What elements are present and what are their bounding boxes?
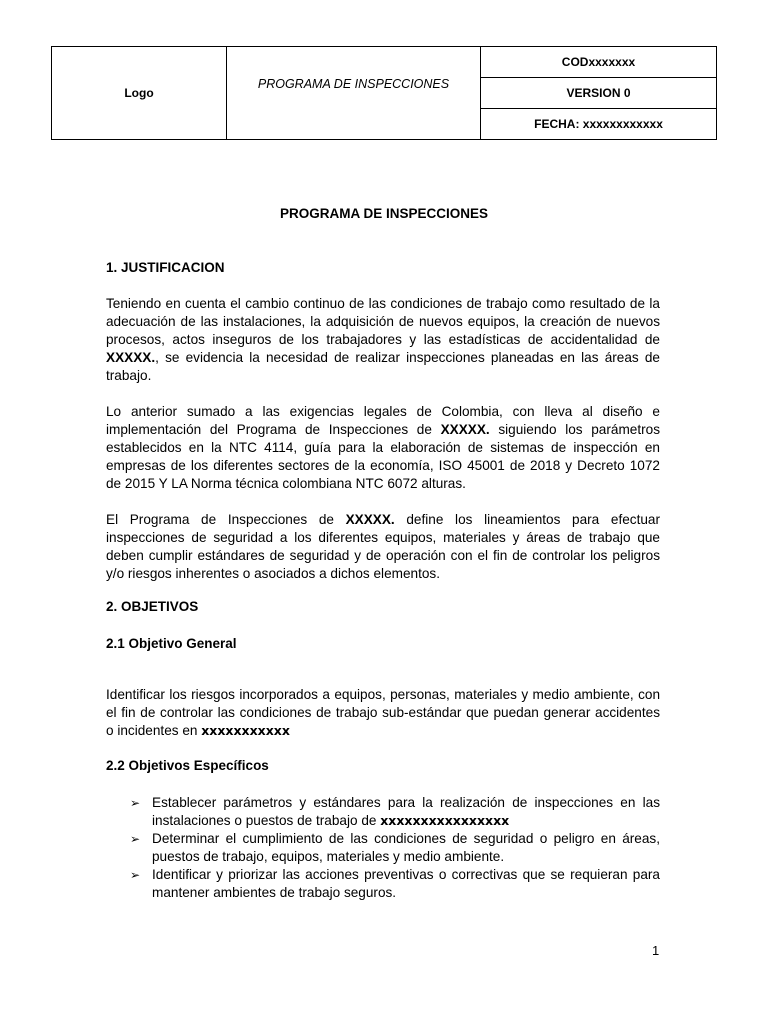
logo-cell: Logo (52, 47, 227, 140)
general-objective-heading: 2.1 Objetivo General (106, 636, 237, 651)
arrow-bullet-icon: ➢ (130, 796, 141, 810)
paragraph-text: Lo anterior sumado a las exigencias legales de Colombia, con lleva al diseño e implementación del Programa de Inspecciones de (106, 404, 660, 437)
paragraph-text: El Programa de Inspecciones de (106, 512, 346, 527)
list-item (130, 830, 660, 866)
justification-paragraph-3 (106, 511, 660, 583)
program-name-cell: PROGRAMA DE INSPECCIONES (227, 47, 481, 140)
page-number: 1 (652, 943, 660, 958)
list-item (130, 866, 660, 902)
list-item-text: Establecer parámetros y estándares para la realización de inspecciones en las instalaciones o puestos de trabajo de (152, 795, 660, 828)
version-cell: VERSION 0 (481, 78, 717, 109)
general-objective-paragraph (106, 686, 660, 740)
arrow-bullet-icon: ➢ (130, 868, 141, 882)
section-1-heading: 1. JUSTIFICACION (106, 260, 225, 275)
paragraph-text: , se evidencia la necesidad de realizar inspecciones planeadas en las áreas de trabajo. (106, 350, 660, 383)
date-cell: FECHA: xxxxxxxxxxxx (481, 109, 717, 140)
section-2-heading: 2. OBJETIVOS (106, 599, 199, 614)
paragraph-text: siguiendo los parámetros establecidos en la NTC 4114, guía para la elaboración de sistemas de inspección en empresas de los diferentes sectores de la economía, ISO 45001 de 2018 y Decreto 1072 de 2015 Y LA Norma técnica colombiana NTC 6072 alturas. (106, 422, 660, 491)
justification-paragraph-2 (106, 403, 660, 493)
company-placeholder: XXXXX. (440, 422, 490, 437)
arrow-bullet-icon: ➢ (130, 832, 141, 846)
justification-paragraph-1 (106, 295, 660, 385)
paragraph-text: Identificar los riesgos incorporados a equipos, personas, materiales y medio ambiente, con el fin de controlar las condiciones de trabajo sub-estándar que puedan generar accidentes o incidentes en (106, 687, 660, 738)
list-item-text: Determinar el cumplimiento de las condiciones de seguridad o peligro en áreas, puestos de trabajo, equipos, materiales y medio ambiente. (152, 831, 660, 864)
specific-objectives-heading: 2.2 Objetivos Específicos (106, 758, 269, 773)
header-table (51, 46, 717, 140)
code-cell: CODxxxxxxx (481, 47, 717, 78)
paragraph-text: define los lineamientos para efectuar inspecciones de seguridad a los diferentes equipos, materiales y áreas de trabajo que deben cumplir estándares de seguridad y de operación con el fin de controlar los peligros y/o riesgos inherentes o asociados a dichos elementos. (106, 512, 660, 581)
company-placeholder: xxxxxxxxxxxxxxxx (380, 813, 510, 828)
company-placeholder: XXXXX. (345, 512, 395, 527)
list-item (130, 794, 660, 830)
specific-objectives-list (130, 794, 660, 902)
company-placeholder: XXXXX. (106, 350, 156, 365)
list-item-text: Identificar y priorizar las acciones preventivas o correctivas que se requieran para mantener ambientes de trabajo seguros. (152, 867, 660, 900)
document-title: PROGRAMA DE INSPECCIONES (279, 206, 489, 221)
paragraph-text: Teniendo en cuenta el cambio continuo de las condiciones de trabajo como resultado de la adecuación de las instalaciones, la adquisición de nuevos equipos, la creación de nuevos procesos, actos inseguros de los trabajadores y las estadísticas de accidentalidad de (106, 296, 660, 347)
company-placeholder: xxxxxxxxxxx (201, 723, 290, 738)
